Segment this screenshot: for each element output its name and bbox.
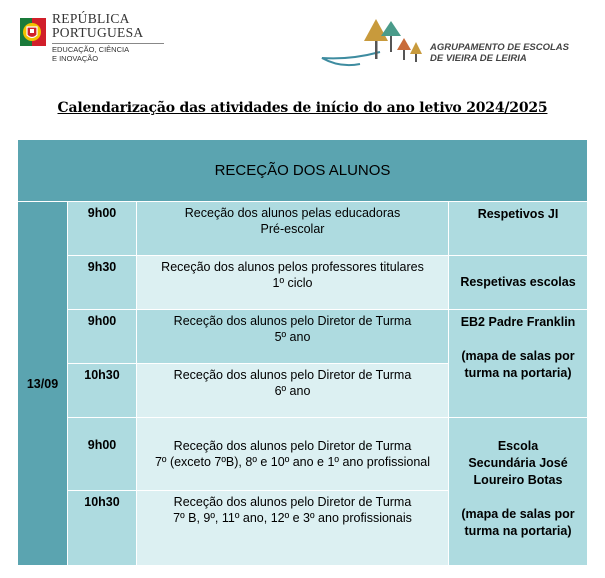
location-note: turma na portaria): [464, 524, 572, 538]
time-cell: 9h30: [68, 256, 137, 310]
agrupamento-logo: [320, 16, 570, 74]
description-line: Receção dos alunos pelo Diretor de Turma: [173, 495, 412, 509]
table-heading: RECEÇÃO DOS ALUNOS: [18, 140, 588, 202]
location-cell: [449, 418, 588, 566]
location-name: EB2 Padre Franklin: [460, 315, 576, 329]
location-name: Secundária José: [468, 456, 568, 470]
description-cell: [137, 418, 449, 491]
location-note: (mapa de salas por: [461, 349, 575, 363]
description-line: 7º (exceto 7ºB), 8º e 10º ano e 1º ano profissional: [154, 455, 431, 469]
time-cell: 10h30: [68, 491, 137, 566]
description-cell: [137, 491, 449, 566]
location-cell: Respetivas escolas: [449, 256, 588, 310]
logo-title-line2: PORTUGUESA: [52, 25, 144, 40]
description-line: Receção dos alunos pelo Diretor de Turma: [173, 368, 412, 382]
time-cell: 10h30: [68, 364, 137, 418]
agrupamento-line2: DE VIEIRA DE LEIRIA: [430, 53, 527, 64]
description-line: Receção dos alunos pelas educadoras: [184, 206, 401, 220]
location-cell: Respetivos JI: [449, 202, 588, 256]
description-line: Receção dos alunos pelo Diretor de Turma: [173, 439, 412, 453]
portugal-coat-of-arms-icon: [18, 14, 48, 50]
republica-portuguesa-logo: [18, 12, 158, 74]
page-title: Calendarização das atividades de início do ano letivo 2024/2025: [57, 100, 548, 116]
logo-subtitle-line2: E INOVAÇÃO: [52, 53, 99, 63]
description-line: Receção dos alunos pelo Diretor de Turma: [173, 314, 412, 328]
logo-title-line1: REPÚBLICA: [52, 11, 130, 26]
location-note: (mapa de salas por: [461, 507, 575, 521]
description-cell: [137, 202, 449, 256]
description-cell: [137, 256, 449, 310]
location-cell: [449, 310, 588, 418]
location-name: Escola: [497, 439, 539, 453]
time-cell: 9h00: [68, 202, 137, 256]
logo-divider: [52, 43, 164, 44]
time-cell: 9h00: [68, 310, 137, 364]
description-line: Receção dos alunos pelos professores titulares: [161, 260, 424, 274]
logo-subtitle-line1: EDUCAÇÃO, CIÊNCIA: [52, 45, 130, 54]
schedule-table: [17, 139, 588, 566]
time-cell: 9h00: [68, 418, 137, 491]
description-line: 7º B, 9º, 11º ano, 12º e 3º ano profissionais: [173, 511, 412, 525]
description-line: 5º ano: [274, 330, 311, 344]
description-line: Pré-escolar: [260, 222, 325, 236]
description-cell: [137, 364, 449, 418]
location-note: turma na portaria): [464, 366, 572, 380]
location-name: Loureiro Botas: [473, 473, 563, 487]
description-line: 6º ano: [274, 384, 311, 398]
description-cell: [137, 310, 449, 364]
date-cell: 13/09: [18, 202, 68, 566]
description-line: 1º ciclo: [272, 276, 313, 290]
agrupamento-line1: AGRUPAMENTO DE ESCOLAS: [430, 42, 569, 53]
trees-icon: [320, 16, 430, 74]
